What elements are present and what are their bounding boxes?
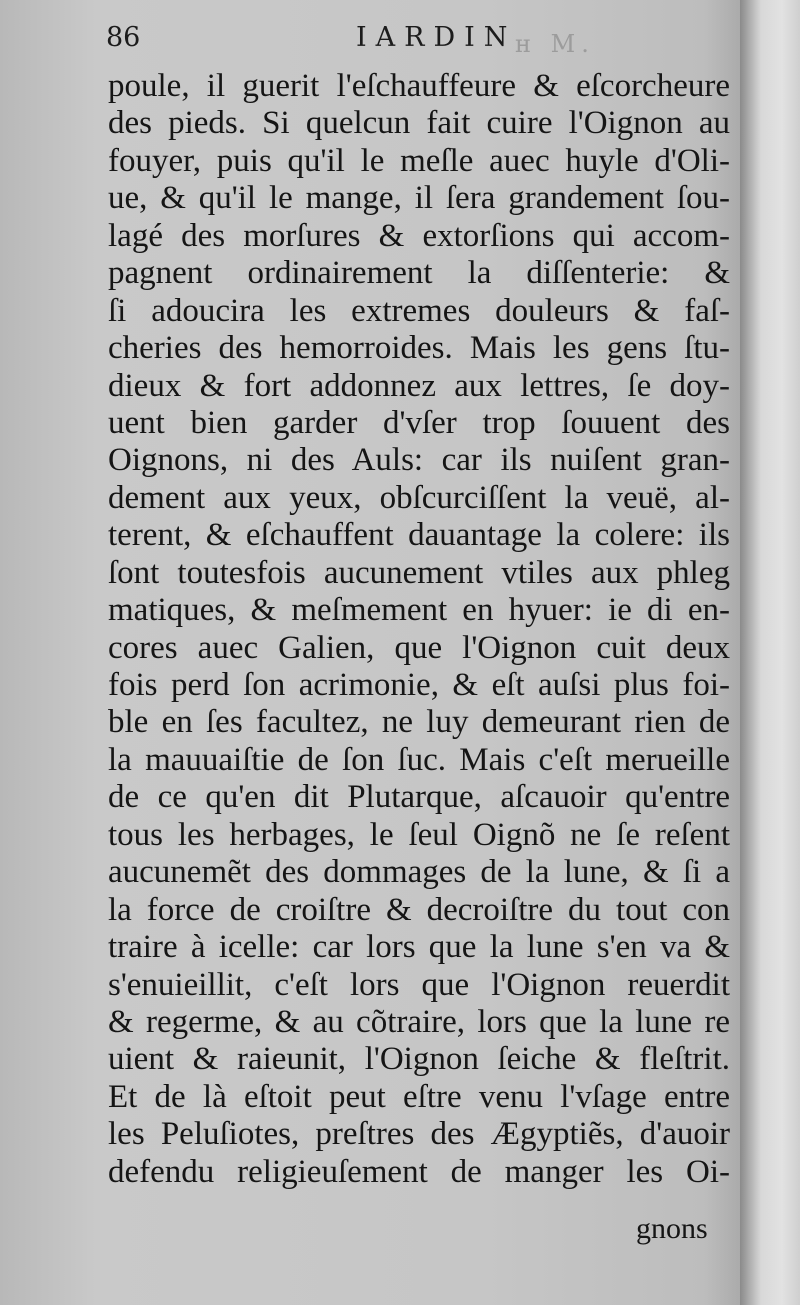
text-line: traire à icelle: car lors que la lune s'en va & [108, 929, 730, 966]
text-line: ble en ſes facultez, ne luy demeurant rien de [108, 704, 730, 741]
show-through-text: ʜ M. [515, 30, 595, 58]
text-line: dement aux yeux, obſcurciſſent la veuë, al- [108, 479, 730, 516]
page-number: 86 [106, 22, 141, 53]
text-line: tous les herbages, le ſeul Oignõ ne ſe reſent [108, 816, 730, 853]
text-line: defendu religieuſement de manger les Oi- [108, 1153, 730, 1190]
text-line: ſi adoucira les extremes douleurs & faſ- [108, 292, 730, 329]
text-line: s'enuieillit, c'eſt lors que l'Oignon reuerdit [108, 966, 730, 1003]
text-line: fois perd ſon acrimonie, & eſt auſsi plus foi- [108, 667, 730, 703]
text-line: la mauuaiſtie de ſon ſuc. Mais c'eſt merueille [108, 741, 730, 778]
catchword: gnons [636, 1212, 708, 1245]
text-line: les Peluſiotes, preſtres des Ægyptiẽs, d'auoir [108, 1116, 730, 1153]
text-line: ſont toutesfois aucunement vtiles aux phleg [108, 554, 730, 591]
text-line: uient & raieunit, l'Oignon ſeiche & fleſtrit. [108, 1041, 730, 1078]
text-line: poule, il guerit l'eſchauffeure & eſcorcheure [108, 68, 730, 104]
text-line: Oignons, ni des Auls: car ils nuiſent gran- [108, 442, 730, 479]
text-line: fouyer, puis qu'il le meſle auec huyle d'Oli- [108, 142, 730, 179]
text-line: de ce qu'en dit Plutarque, aſcauoir qu'entre [108, 779, 730, 816]
text-line: uent bien garder d'vſer trop ſouuent des [108, 404, 730, 441]
text-line: matiques, & meſmement en hyuer: ie di en- [108, 592, 730, 629]
text-line: aucunemẽt des dommages de la lune, & ſi a [108, 854, 730, 891]
text-line: terent, & eſchauffent dauantage la colere: ils [108, 517, 730, 554]
text-line: des pieds. Si quelcun fait cuire l'Oignon au [108, 105, 730, 142]
page-edge [740, 0, 800, 1305]
text-line: cheries des hemorroides. Mais les gens ſtu- [108, 330, 730, 367]
text-line: Et de là eſtoit peut eſtre venu l'vſage entre [108, 1078, 730, 1115]
text-line: dieux & fort addonnez aux lettres, ſe doy- [108, 367, 730, 404]
text-line: lagé des morſures & extorſions qui accom- [108, 217, 730, 254]
text-line: cores auec Galien, que l'Oignon cuit deux [108, 629, 730, 666]
text-line: ue, & qu'il le mange, il ſera grandement ſou- [108, 180, 730, 217]
running-head: IARDIN [356, 22, 517, 53]
body-text [108, 68, 730, 1191]
text-line: & regerme, & au cõtraire, lors que la lune re [108, 1003, 730, 1040]
text-line: pagnent ordinairement la diſſenterie: & [108, 255, 730, 292]
text-line: la force de croiſtre & decroiſtre du tout con [108, 891, 730, 928]
